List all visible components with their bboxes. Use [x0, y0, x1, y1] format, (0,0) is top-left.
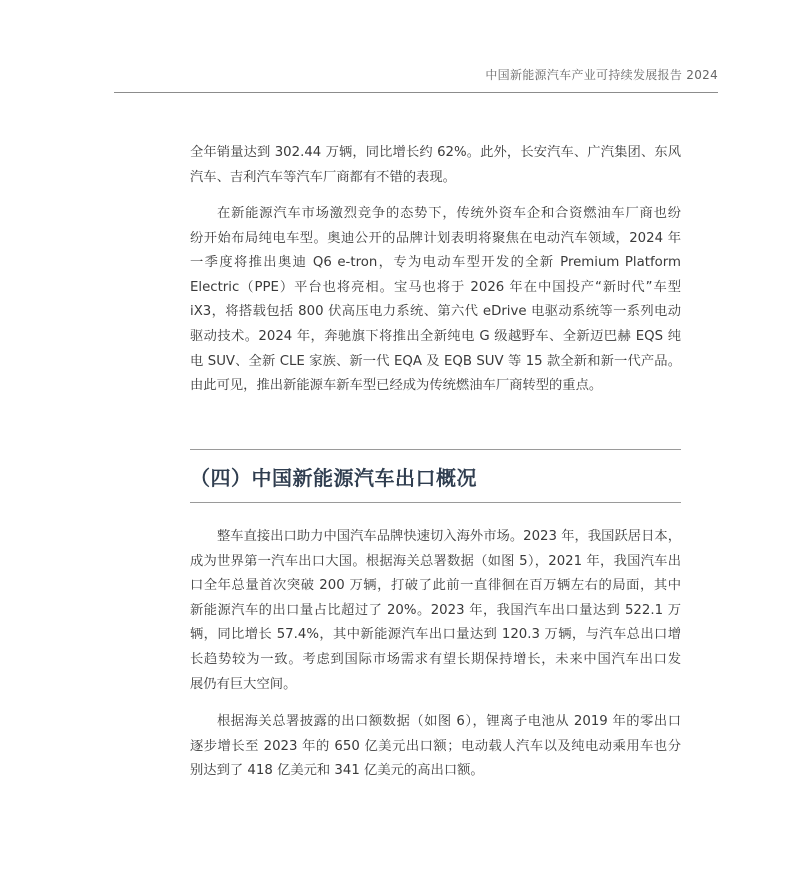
body-paragraph	[190, 141, 681, 190]
running-header: 中国新能源汽车产业可持续发展报告 2024	[485, 68, 718, 82]
text-line: 汽车、吉利汽车等汽车厂商都有不错的表现。	[190, 169, 456, 185]
section-divider-top	[190, 449, 681, 450]
text-line: 全年销量达到 302.44 万辆，同比增长约 62%。此外，长安汽车、广汽集团、东风	[190, 145, 681, 160]
text-line: 根据海关总署披露的出口额数据（如图 6），锂离子电池从 2019 年的零出口	[217, 714, 681, 729]
text-line: 展仍有巨大空间。	[190, 676, 297, 692]
body-paragraph	[190, 710, 681, 784]
text-line: 整车直接出口助力中国汽车品牌快速切入海外市场。2023 年，我国跃居日本，	[217, 529, 681, 544]
text-line: 电 SUV、全新 CLE 家族、新一代 EQA 及 EQB SUV 等 15 款全新和新一代产品。	[190, 353, 681, 369]
text-line: 纷开始布局纯电车型。奥迪公开的品牌计划表明将聚焦在电动汽车领域，2024 年	[190, 230, 681, 246]
body-paragraph	[190, 202, 681, 399]
text-line: 别达到了 418 亿美元和 341 亿美元的高出口额。	[190, 763, 484, 779]
text-line: 由此可见，推出新能源车新车型已经成为传统燃油车厂商转型的重点。	[190, 378, 603, 394]
text-line: 口全年总量首次突破 200 万辆，打破了此前一直徘徊在百万辆左右的局面，其中	[190, 578, 681, 594]
text-line: 长趋势较为一致。考虑到国际市场需求有望长期保持增长，未来中国汽车出口发	[190, 651, 681, 667]
body-paragraph	[190, 525, 681, 697]
text-line: 辆，同比增长 57.4%，其中新能源汽车出口量达到 120.3 万辆，与汽车总出口增	[190, 627, 681, 643]
text-line: Electric（PPE）平台也将亮相。宝马也将于 2026 年在中国投产“新时代”车型	[190, 279, 681, 295]
text-line: 一季度将推出奥迪 Q6 e-tron，专为电动车型开发的全新 Premium Platform	[190, 255, 681, 271]
text-line: 驱动技术。2024 年，奔驰旗下将推出全新纯电 G 级越野车、全新迈巴赫 EQS 纯	[190, 328, 681, 344]
text-line: 逐步增长至 2023 年的 650 亿美元出口额；电动载人汽车以及纯电动乘用车也分	[190, 738, 681, 754]
header-divider	[114, 92, 718, 93]
text-line: 新能源汽车的出口量占比超过了 20%。2023 年，我国汽车出口量达到 522.1 万	[190, 602, 681, 618]
section-divider-bottom	[190, 502, 681, 503]
section-heading: （四）中国新能源汽车出口概况	[190, 466, 477, 490]
text-line: 成为世界第一汽车出口大国。根据海关总署数据（如图 5），2021 年，我国汽车出	[190, 553, 681, 569]
text-line: 在新能源汽车市场激烈竞争的态势下，传统外资车企和合资燃油车厂商也纷	[217, 206, 681, 221]
text-line: iX3，将搭载包括 800 伏高压电力系统、第六代 eDrive 电驱动系统等一系列电动	[190, 304, 681, 320]
